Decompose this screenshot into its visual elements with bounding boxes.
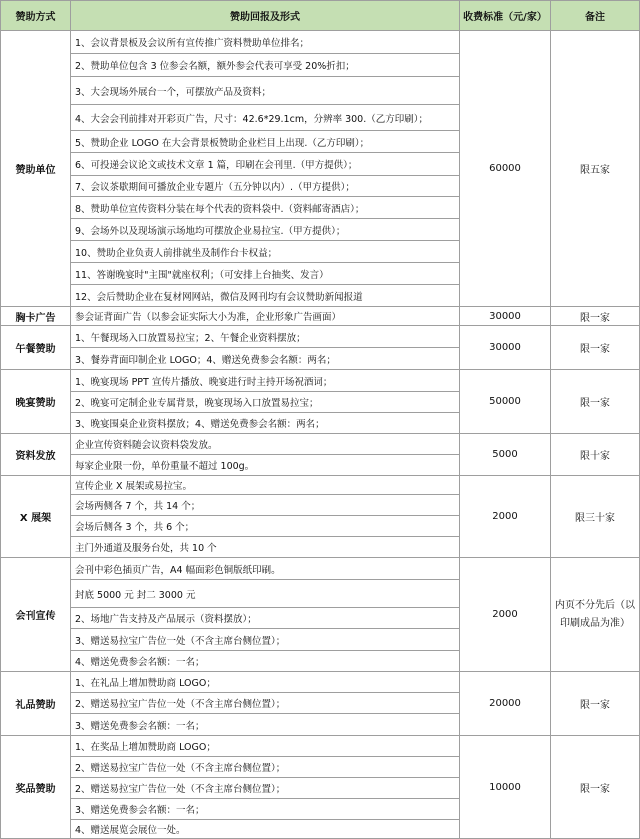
section-fee: 30000 bbox=[460, 307, 551, 326]
section-item: 每家企业限一份，单份重量不超过 100g。 bbox=[71, 455, 460, 476]
section-item: 主门外通道及服务台处，共 10 个 bbox=[71, 537, 460, 558]
section-type: 资料发放 bbox=[1, 434, 71, 476]
section-type: 赞助单位 bbox=[1, 31, 71, 307]
section-note: 限一家 bbox=[551, 736, 640, 839]
table-row bbox=[1, 476, 640, 495]
section-item: 1、午餐现场入口放置易拉宝；2、午餐企业资料摆放； bbox=[71, 326, 460, 348]
section-item: 2、赠送易拉宝广告位一处（不含主席台侧位置）； bbox=[71, 693, 460, 714]
section-item: 3、晚宴围桌企业资料摆放；4、赠送免费参会名额：两名； bbox=[71, 413, 460, 434]
section-item: 6、可投递会议论文或技术文章 1 篇，印刷在会刊里.（甲方提供）； bbox=[71, 153, 460, 176]
section-item: 1、在礼品上增加赞助商 LOGO； bbox=[71, 672, 460, 693]
header-content: 赞助回报及形式 bbox=[71, 1, 460, 31]
section-item: 4、赠送免费参会名额：一名； bbox=[71, 651, 460, 672]
section-note: 限三十家 bbox=[551, 476, 640, 558]
section-note: 限一家 bbox=[551, 307, 640, 326]
section-fee: 10000 bbox=[460, 736, 551, 839]
section-note: 内页不分先后（以印刷成品为准） bbox=[551, 558, 640, 672]
section-fee: 5000 bbox=[460, 434, 551, 476]
section-type: 礼品赞助 bbox=[1, 672, 71, 736]
section-type: 奖品赞助 bbox=[1, 736, 71, 839]
section-type: 会刊宣传 bbox=[1, 558, 71, 672]
section-item: 3、大会现场外展台一个，可摆放产品及资料； bbox=[71, 77, 460, 105]
section-item: 5、赞助企业 LOGO 在大会背景板赞助企业栏目上出现.（乙方印刷）； bbox=[71, 131, 460, 153]
section-note: 限五家 bbox=[551, 31, 640, 307]
table-row bbox=[1, 736, 640, 757]
section-type: 胸卡广告 bbox=[1, 307, 71, 326]
section-item: 2、场地广告支持及产品展示（资料摆放）； bbox=[71, 608, 460, 629]
section-type: 晚宴赞助 bbox=[1, 370, 71, 434]
table-row bbox=[1, 370, 640, 392]
section-item: 2、赞助单位包含 3 位参会名额，额外参会代表可享受 20%折扣； bbox=[71, 54, 460, 77]
section-item: 4、大会会刊前排对开彩页广告，尺寸：42.6*29.1cm，分辨率 300.（乙方印刷）； bbox=[71, 105, 460, 131]
section-item: 12、会后赞助企业在复材网网站，微信及网刊均有会议赞助新闻报道 bbox=[71, 285, 460, 307]
section-item: 3、餐券背面印制企业 LOGO；4、赠送免费参会名额：两名； bbox=[71, 348, 460, 370]
section-item: 11、答谢晚宴时"主围"就座权利；（可安排上台抽奖、发言） bbox=[71, 263, 460, 285]
table-row bbox=[1, 672, 640, 693]
section-item: 宣传企业 X 展架或易拉宝。 bbox=[71, 476, 460, 495]
header-row bbox=[1, 1, 640, 31]
section-fee: 30000 bbox=[460, 326, 551, 370]
section-item: 7、会议茶歇期间可播放企业专题片（五分钟以内）.（甲方提供）； bbox=[71, 176, 460, 197]
section-item: 1、晚宴现场 PPT 宣传片播放、晚宴进行时主持开场祝酒词； bbox=[71, 370, 460, 392]
section-item: 1、会议背景板及会议所有宣传推广资料赞助单位排名； bbox=[71, 31, 460, 54]
section-fee: 2000 bbox=[460, 476, 551, 558]
section-item: 企业宣传资料随会议资料袋发放。 bbox=[71, 434, 460, 455]
table-body bbox=[1, 31, 640, 839]
section-fee: 50000 bbox=[460, 370, 551, 434]
table-row bbox=[1, 31, 640, 54]
section-item: 3、赠送免费参会名额：一名； bbox=[71, 714, 460, 736]
section-item: 4、赠送展览会展位一处。 bbox=[71, 820, 460, 839]
table-row bbox=[1, 434, 640, 455]
section-fee: 20000 bbox=[460, 672, 551, 736]
section-type: 午餐赞助 bbox=[1, 326, 71, 370]
section-note: 限一家 bbox=[551, 370, 640, 434]
section-note: 限十家 bbox=[551, 434, 640, 476]
section-item: 封底 5000 元 封二 3000 元 bbox=[71, 580, 460, 608]
table-row bbox=[1, 326, 640, 348]
section-item: 10、赞助企业负责人前排就坐及制作台卡权益； bbox=[71, 241, 460, 263]
table-row bbox=[1, 307, 640, 326]
section-item: 3、赠送易拉宝广告位一处（不含主席台侧位置）； bbox=[71, 629, 460, 651]
section-item: 会场后侧各 3 个，共 6 个； bbox=[71, 516, 460, 537]
section-type: X 展架 bbox=[1, 476, 71, 558]
table-row bbox=[1, 558, 640, 580]
section-item: 9、会场外以及现场演示场地均可摆放企业易拉宝.（甲方提供）； bbox=[71, 219, 460, 241]
header-method: 赞助方式 bbox=[1, 1, 71, 31]
section-item: 2、赠送易拉宝广告位一处（不含主席台侧位置）； bbox=[71, 778, 460, 799]
section-item: 2、赠送易拉宝广告位一处（不含主席台侧位置）； bbox=[71, 757, 460, 778]
section-note: 限一家 bbox=[551, 326, 640, 370]
section-item: 1、在奖品上增加赞助商 LOGO； bbox=[71, 736, 460, 757]
header-fee: 收费标准（元/家） bbox=[460, 1, 551, 31]
header-note: 备注 bbox=[551, 1, 640, 31]
section-item: 会刊中彩色插页广告，A4 幅面彩色铜版纸印刷。 bbox=[71, 558, 460, 580]
section-item: 会场两侧各 7 个，共 14 个； bbox=[71, 495, 460, 516]
section-item: 2、晚宴可定制企业专属背景，晚宴现场入口放置易拉宝； bbox=[71, 392, 460, 413]
section-note: 限一家 bbox=[551, 672, 640, 736]
section-item: 3、赠送免费参会名额：一名； bbox=[71, 799, 460, 820]
section-fee: 2000 bbox=[460, 558, 551, 672]
section-item: 参会证背面广告（以参会证实际大小为准，企业形象广告画面） bbox=[71, 307, 460, 326]
section-fee: 60000 bbox=[460, 31, 551, 307]
section-item: 8、赞助单位宣传资料分装在每个代表的资料袋中.（资料邮寄酒店）； bbox=[71, 197, 460, 219]
